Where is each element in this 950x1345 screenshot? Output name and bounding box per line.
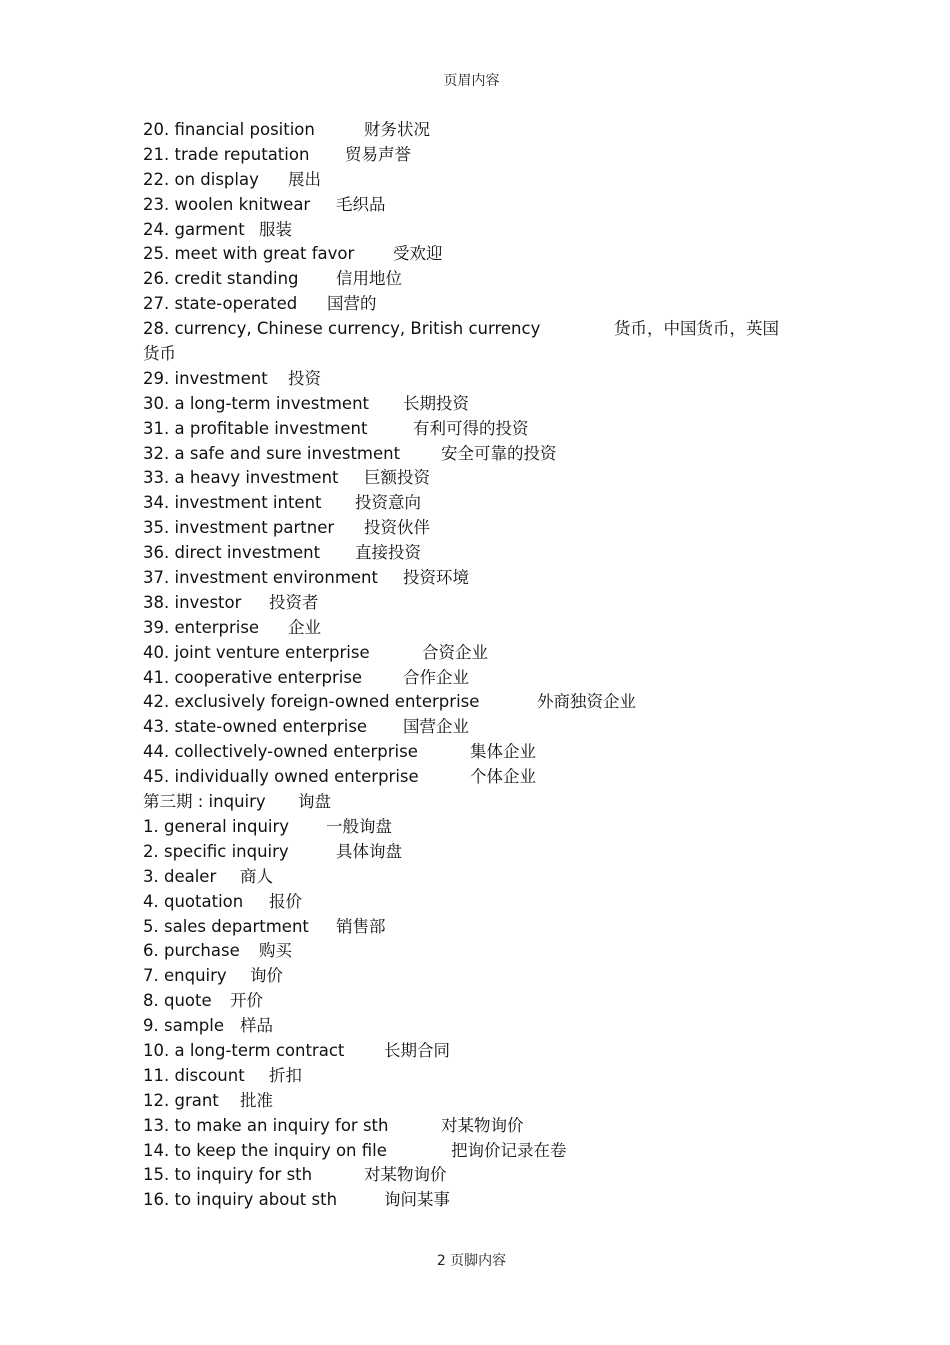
term-en: 40. joint venture enterprise: [143, 642, 370, 662]
list-item: [143, 1188, 803, 1213]
list-item: [143, 118, 803, 143]
term-en: 32. a safe and sure investment: [143, 443, 401, 463]
list-item: [143, 616, 803, 641]
list-item: [143, 641, 803, 666]
list-item: [143, 865, 803, 890]
term-en: 11. discount: [143, 1065, 245, 1085]
term-zh: 投资者: [269, 592, 319, 612]
term-zh: 直接投资: [355, 543, 421, 563]
term-zh: 销售部: [336, 916, 386, 936]
list-item: [143, 1114, 803, 1139]
term-zh: 长期合同: [384, 1040, 450, 1060]
list-item: [143, 915, 803, 940]
list-item: [143, 989, 803, 1014]
term-zh: 国营的: [327, 294, 377, 314]
term-en: 34. investment intent: [143, 493, 322, 513]
term-en: 44. collectively-owned enterprise: [143, 742, 418, 762]
list-item: [143, 1139, 803, 1164]
page-footer: 2 页脚内容: [436, 1253, 507, 1269]
term-en: 28. currency, Chinese currency, British currency: [143, 319, 541, 339]
term-zh: 对某物询价: [364, 1165, 447, 1185]
term-zh: 企业: [288, 617, 321, 637]
term-zh: 信用地位: [336, 269, 402, 289]
list-item: [143, 292, 803, 317]
term-en: 36. direct investment: [143, 543, 321, 563]
term-en: 3. dealer: [143, 866, 217, 886]
list-item: [143, 765, 803, 790]
list-item: [143, 193, 803, 218]
list-item: [143, 317, 803, 367]
list-item: [143, 566, 803, 591]
term-en: 14. to keep the inquiry on file: [143, 1140, 387, 1160]
list-item: [143, 1089, 803, 1114]
term-en: 2. specific inquiry: [143, 841, 289, 861]
term-zh: 外商独资企业: [537, 692, 636, 712]
term-en: 45. individually owned enterprise: [143, 767, 419, 787]
term-zh: 个体企业: [470, 767, 536, 787]
section-heading: [143, 790, 803, 815]
list-item: [143, 690, 803, 715]
term-zh: 购买: [259, 941, 292, 961]
list-item: [143, 666, 803, 691]
term-zh: 询盘: [298, 792, 331, 812]
list-item: [143, 392, 803, 417]
list-item: [143, 491, 803, 516]
term-en: 23. woolen knitwear: [143, 194, 311, 214]
term-zh: 投资: [288, 368, 321, 388]
term-en: 38. investor: [143, 592, 242, 612]
term-en: 27. state-operated: [143, 294, 298, 314]
term-en: 12. grant: [143, 1090, 219, 1110]
term-zh: 询价: [250, 966, 283, 986]
term-zh: 服装: [259, 219, 292, 239]
list-item: [143, 591, 803, 616]
list-item: [143, 1163, 803, 1188]
term-en: 4. quotation: [143, 891, 244, 911]
term-zh: 开价: [230, 991, 263, 1011]
term-en: 8. quote: [143, 991, 212, 1011]
term-en: 31. a profitable investment: [143, 418, 368, 438]
term-zh: 批准: [240, 1090, 273, 1110]
list-item: [143, 840, 803, 865]
list-item: [143, 1064, 803, 1089]
term-zh: 贸易声誉: [345, 144, 411, 164]
term-zh: 毛织品: [336, 194, 386, 214]
list-item: [143, 740, 803, 765]
term-zh: 展出: [288, 169, 321, 189]
term-en: 10. a long-term contract: [143, 1040, 345, 1060]
term-zh: 投资意向: [355, 493, 421, 513]
list-item: [143, 367, 803, 392]
term-zh: 巨额投资: [364, 468, 430, 488]
list-item: [143, 939, 803, 964]
list-item: [143, 168, 803, 193]
term-zh: 货币，中国货币，英国: [614, 319, 779, 339]
term-en: 35. investment partner: [143, 518, 335, 538]
list-item: [143, 143, 803, 168]
term-en: 29. investment: [143, 368, 268, 388]
term-en: 第三期 : inquiry: [143, 792, 266, 812]
term-zh: 一般询盘: [326, 816, 392, 836]
term-zh-continued: 货币: [143, 344, 176, 364]
term-zh: 投资伙伴: [364, 518, 430, 538]
term-en: 13. to make an inquiry for sth: [143, 1115, 389, 1135]
term-zh: 集体企业: [470, 742, 536, 762]
term-zh: 安全可靠的投资: [441, 443, 557, 463]
term-en: 26. credit standing: [143, 269, 299, 289]
term-en: 43. state-owned enterprise: [143, 717, 368, 737]
list-item: [143, 890, 803, 915]
term-en: 41. cooperative enterprise: [143, 667, 363, 687]
list-item: [143, 218, 803, 243]
term-en: 42. exclusively foreign-owned enterprise: [143, 692, 480, 712]
list-item: [143, 1014, 803, 1039]
list-item: [143, 466, 803, 491]
term-zh: 合作企业: [403, 667, 469, 687]
list-item: [143, 516, 803, 541]
term-zh: 对某物询价: [441, 1115, 524, 1135]
term-zh: 折扣: [269, 1065, 302, 1085]
glossary-list: [143, 118, 803, 1213]
term-zh: 投资环境: [403, 568, 469, 588]
term-en: 21. trade reputation: [143, 144, 310, 164]
term-zh: 报价: [269, 891, 302, 911]
term-zh: 财务状况: [364, 120, 430, 139]
term-en: 6. purchase: [143, 941, 240, 961]
list-item: [143, 815, 803, 840]
term-en: 1. general inquiry: [143, 816, 290, 836]
term-zh: 国营企业: [403, 717, 469, 737]
term-en: 20. financial position: [143, 120, 315, 139]
term-zh: 受欢迎: [393, 244, 443, 264]
term-zh: 把询价记录在卷: [451, 1140, 567, 1160]
list-item: [143, 242, 803, 267]
term-zh: 长期投资: [403, 393, 469, 413]
term-en: 30. a long-term investment: [143, 393, 370, 413]
term-en: 37. investment environment: [143, 568, 378, 588]
term-zh: 样品: [240, 1016, 273, 1036]
term-zh: 具体询盘: [336, 841, 402, 861]
term-zh: 询问某事: [384, 1190, 450, 1210]
list-item: [143, 417, 803, 442]
term-en: 16. to inquiry about sth: [143, 1190, 338, 1210]
list-item: [143, 1039, 803, 1064]
term-en: 15. to inquiry for sth: [143, 1165, 313, 1185]
term-en: 5. sales department: [143, 916, 309, 936]
list-item: [143, 541, 803, 566]
term-en: 24. garment: [143, 219, 245, 239]
term-en: 22. on display: [143, 169, 259, 189]
list-item: [143, 442, 803, 467]
list-item: [143, 715, 803, 740]
term-zh: 商人: [240, 866, 273, 886]
term-en: 25. meet with great favor: [143, 244, 355, 264]
term-zh: 合资企业: [422, 642, 488, 662]
term-zh: 有利可得的投资: [413, 418, 529, 438]
term-en: 33. a heavy investment: [143, 468, 339, 488]
list-item: [143, 964, 803, 989]
list-item: [143, 267, 803, 292]
term-en: 9. sample: [143, 1016, 224, 1036]
term-en: 7. enquiry: [143, 966, 227, 986]
term-en: 39. enterprise: [143, 617, 260, 637]
page-header: 页眉内容: [443, 73, 500, 89]
